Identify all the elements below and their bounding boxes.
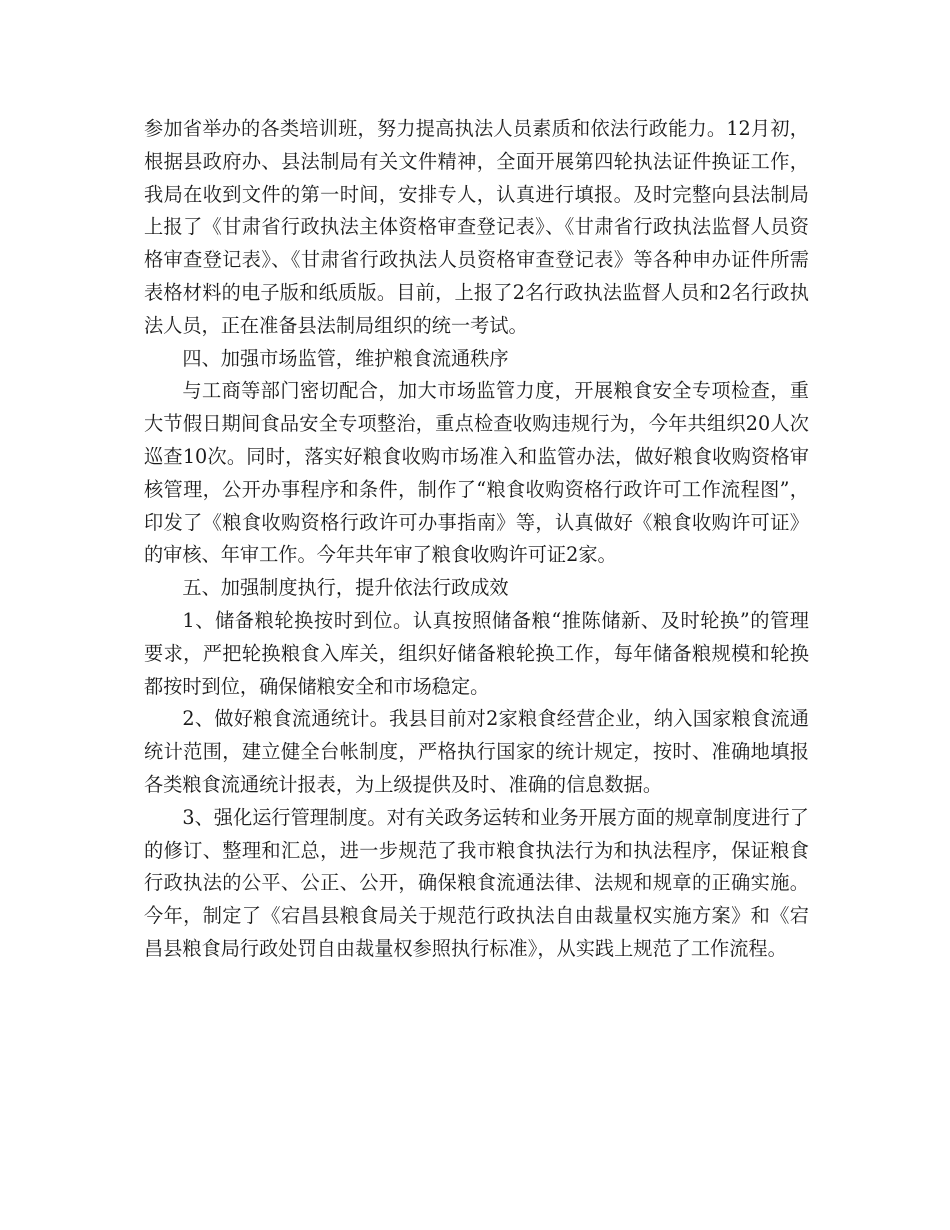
paragraph-market-supervision: 与工商等部门密切配合，加大市场监管力度，开展粮食安全专项检查，重大节假日期间食品安全专项整治，重点检查收购违规行为，今年共组织20人次巡查10次。同时，落实好粮食收购市场准入和监管办法，做好粮食收购资格审核管理，公开办事程序和条件，制作了“粮食收购资格行政许可工作流程图”，印发了《粮食收购资格行政许可办事指南》等，认真做好《粮食收购许可证》的审核、年审工作。今年共年审了粮食收购许可证2家。 <box>144 379 809 567</box>
paragraph-management-system: 3、强化运行管理制度。对有关政务运转和业务开展方面的规章制度进行了的修订、整理和汇总，进一步规范了我市粮食执法行为和执法程序，保证粮食行政执法的公平、公正、公开，确保粮食流通法律、法规和规章的正确实施。今年，制定了《宕昌县粮食局关于规范行政执法自由裁量权实施方案》和《宕昌县粮食局行政处罚自由裁量权参照执行标准》，从实践上规范了工作流程。 <box>144 805 809 960</box>
paragraph-continuation-training: 参加省举办的各类培训班，努力提高执法人员素质和依法行政能力。12月初，根据县政府办、县法制局有关文件精神，全面开展第四轮执法证件换证工作，我局在收到文件的第一时间，安排专人，认真进行填报。及时完整向县法制局上报了《甘肃省行政执法主体资格审查登记表》、《甘肃省行政执法监督人员资格审查登记表》、《甘肃省行政执法人员资格审查登记表》等各种申办证件所需表格材料的电子版和纸质版。目前，上报了2名行政执法监督人员和2名行政执法人员，正在准备县法制局组织的统一考试。 <box>144 117 809 337</box>
paragraph-reserve-rotation: 1、储备粮轮换按时到位。认真按照储备粮“推陈储新、及时轮换”的管理要求，严把轮换粮食入库关，组织好储备粮轮换工作，每年储备粮规模和轮换都按时到位，确保储粮安全和市场稳定。 <box>144 608 809 698</box>
heading-section-five: 五、加强制度执行，提升依法行政成效 <box>182 576 509 600</box>
document-body <box>144 113 809 966</box>
heading-section-four: 四、加强市场监管，维护粮食流通秩序 <box>182 346 509 370</box>
paragraph-grain-statistics: 2、做好粮食流通统计。我县目前对2家粮食经营企业，纳入国家粮食流通统计范围，建立健全台帐制度，严格执行国家的统计规定，按时、准确地填报各类粮食流通统计报表，为上级提供及时、准确的信息数据。 <box>144 707 809 796</box>
